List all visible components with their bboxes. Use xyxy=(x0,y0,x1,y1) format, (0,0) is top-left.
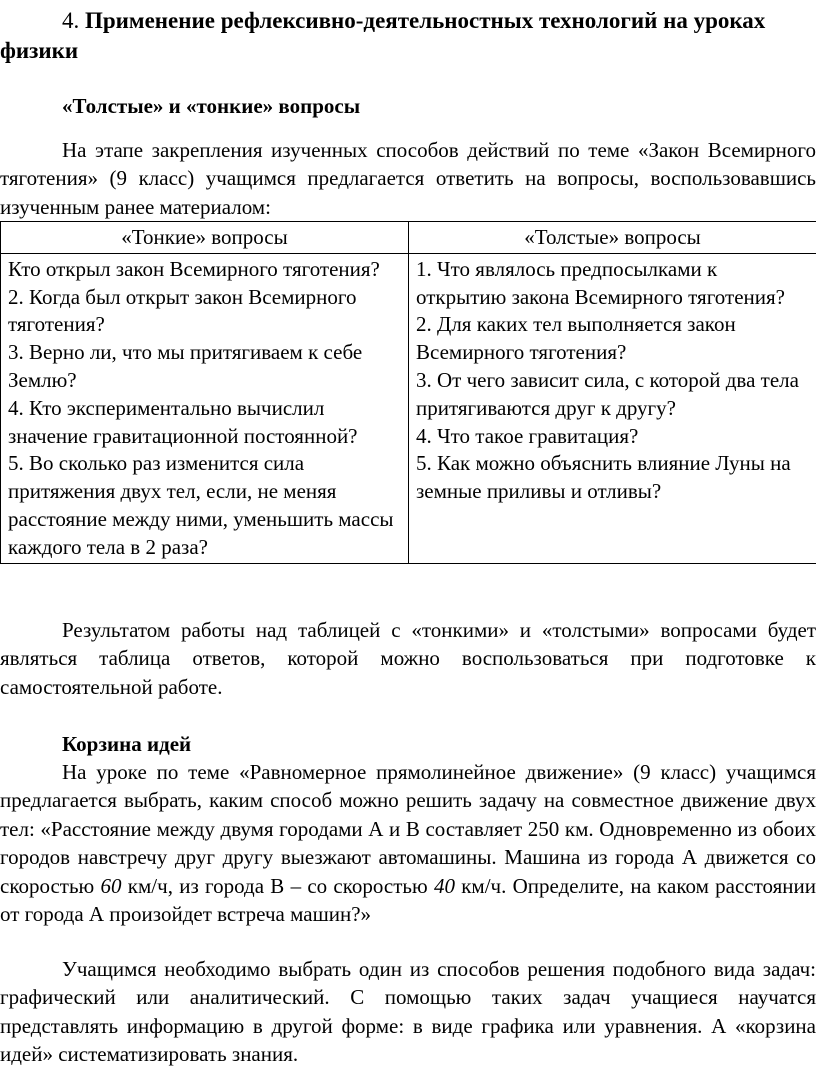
heading-title: Применение рефлексивно-деятельностных технологий на уроках физики xyxy=(0,8,765,63)
page-title xyxy=(0,6,816,66)
speed-b-value: 40 xyxy=(434,874,455,898)
table-row xyxy=(1,253,816,563)
table-header-row xyxy=(1,222,816,254)
thin-question: 2. Когда был открыт закон Всемирного тяготения? xyxy=(8,284,401,340)
section-title-questions: «Толстые» и «тонкие» вопросы xyxy=(62,92,360,120)
speed-a-value: 60 xyxy=(101,874,122,898)
thick-question: 5. Как можно объяснить влияние Луны на земные приливы и отливы? xyxy=(416,450,809,506)
thick-question: 1. Что являлось предпосылками к открытию закона Всемирного тяготения? xyxy=(416,256,809,312)
section2-task-paragraph xyxy=(0,758,816,928)
thin-question: 3. Верно ли, что мы притягиваем к себе Землю? xyxy=(8,339,401,395)
thin-question: 4. Кто экспериментально вычислил значение гравитационной постоянной? xyxy=(8,395,401,451)
thick-question: 4. Что такое гравитация? xyxy=(416,423,809,451)
heading-number: 4. xyxy=(62,8,79,33)
thick-question: 2. Для каких тел выполняется закон Всемирного тяготения? xyxy=(416,311,809,367)
section2-method-paragraph: Учащимся необходимо выбрать один из способов решения подобного вида задач: графический или аналитический. С помощью таких задач учащиеся научатся представлять информацию в другой форме: в виде графика или уравнения. А «корзина идей» систематизировать знания. xyxy=(0,955,816,1069)
thick-questions-cell xyxy=(409,253,816,563)
thin-question: Кто открыл закон Всемирного тяготения? xyxy=(8,256,401,284)
questions-table xyxy=(0,221,816,564)
section-title-ideas-basket: Корзина идей xyxy=(62,730,191,758)
thick-question: 3. От чего зависит сила, с которой два тела притягиваются друг к другу? xyxy=(416,367,809,423)
task-text-part3: км/ч. Определите, на каком расстоянии от города А произойдет встреча машин?» xyxy=(0,874,816,926)
thin-questions-cell xyxy=(1,253,409,563)
section1-intro: На этапе закрепления изученных способов действий по теме «Закон Всемирного тяготения» (9 класс) учащимся предлагается ответить на вопросы, воспользовавшись изученным ранее материалом: xyxy=(0,136,816,221)
header-thick-questions: «Толстые» вопросы xyxy=(409,222,816,254)
thin-question: 5. Во сколько раз изменится сила притяжения двух тел, если, не меняя расстояние между ними, уменьшить массы каждого тела в 2 раза? xyxy=(8,450,401,561)
task-text-part1: На уроке по теме «Равномерное прямолинейное движение» (9 класс) учащимся предлагается выбрать, каким способ можно решить задачу на совместное движение двух тел: «Расстояние между двумя городами А и В составляет 250 км. Одновременно из обоих городов навстречу друг другу выезжают автомашины. Машина из города А движется со скоростью xyxy=(0,760,816,898)
section1-conclusion: Результатом работы над таблицей с «тонкими» и «толстыми» вопросами будет являться таблица ответов, которой можно воспользоваться при подготовке к самостоятельной работе. xyxy=(0,616,816,701)
header-thin-questions: «Тонкие» вопросы xyxy=(1,222,409,254)
task-text-part2: км/ч, из города В – со скоростью xyxy=(122,874,434,898)
